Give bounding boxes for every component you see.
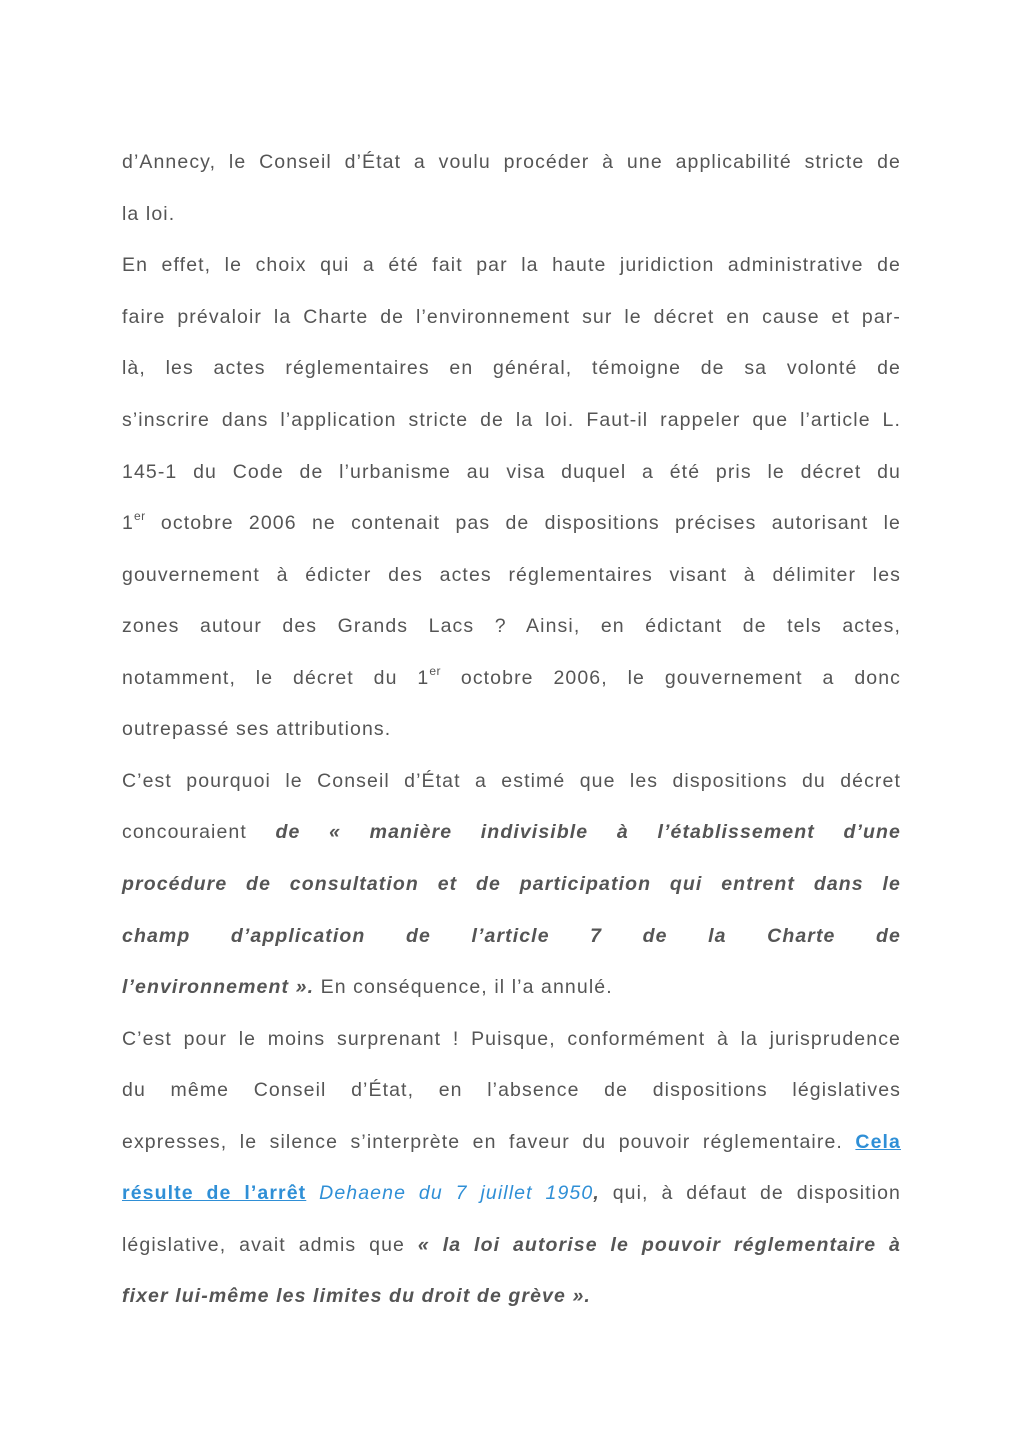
- text-line: du même Conseil d’État, en l’absence de dispositions législatives: [122, 1079, 901, 1101]
- case-name-link[interactable]: Dehaene du 7 juillet 1950: [306, 1182, 594, 1204]
- text-line: là, les actes réglementaires en général, témoigne de sa volonté de: [122, 357, 901, 379]
- superscript: er: [133, 508, 146, 523]
- text-line: C’est pour le moins surprenant ! Puisque, conformément à la jurisprudence: [122, 1028, 901, 1050]
- text-line: d’Annecy, le Conseil d’État a voulu procéder à une applicabilité stricte de: [122, 151, 901, 173]
- text-line: résulte de l’arrêt Dehaene du 7 juillet 1950, qui, à défaut de disposition: [122, 1182, 901, 1204]
- quotation-line: fixer lui-même les limites du droit de grève ».: [122, 1285, 591, 1307]
- superscript: er: [429, 663, 442, 678]
- text-line: En effet, le choix qui a été fait par la haute juridiction administrative de: [122, 254, 901, 276]
- text-line: la loi.: [122, 203, 176, 225]
- text-line: 1er octobre 2006 ne contenait pas de dispositions précises autorisant le: [122, 508, 901, 534]
- text-line: notamment, le décret du 1er octobre 2006, le gouvernement a donc: [122, 663, 901, 689]
- text-line: s’inscrire dans l’application stricte de la loi. Faut-il rappeler que l’article L.: [122, 409, 901, 431]
- quotation-text: de « manière indivisible à l’établissement d’une: [275, 821, 901, 843]
- case-law-link[interactable]: Cela: [855, 1131, 901, 1153]
- text-line: expresses, le silence s’interprète en faveur du pouvoir réglementaire. Cela: [122, 1131, 901, 1153]
- text-line: concouraient de « manière indivisible à l’établissement d’une: [122, 821, 901, 843]
- text-line: l’environnement ». En conséquence, il l’a annulé.: [122, 976, 613, 998]
- quotation-line: champ d’application de l’article 7 de la Charte de: [122, 925, 901, 947]
- quotation-text: « la loi autorise le pouvoir réglementaire à: [417, 1234, 901, 1256]
- quotation-line: procédure de consultation et de participation qui entrent dans le: [122, 873, 901, 895]
- text-line: faire prévaloir la Charte de l’environnement sur le décret en cause et par-: [122, 306, 901, 328]
- text-line: C’est pourquoi le Conseil d’État a estimé que les dispositions du décret: [122, 770, 901, 792]
- text-line: outrepassé ses attributions.: [122, 718, 392, 740]
- case-law-link[interactable]: résulte de l’arrêt: [122, 1182, 307, 1204]
- text-line: zones autour des Grands Lacs ? Ainsi, en édictant de tels actes,: [122, 615, 901, 637]
- quotation-text: l’environnement ».: [122, 976, 315, 998]
- text-line: 145-1 du Code de l’urbanisme au visa duquel a été pris le décret du: [122, 461, 901, 483]
- text-line: gouvernement à édicter des actes réglementaires visant à délimiter les: [122, 564, 901, 586]
- text-line: législative, avait admis que « la loi autorise le pouvoir réglementaire à: [122, 1234, 901, 1256]
